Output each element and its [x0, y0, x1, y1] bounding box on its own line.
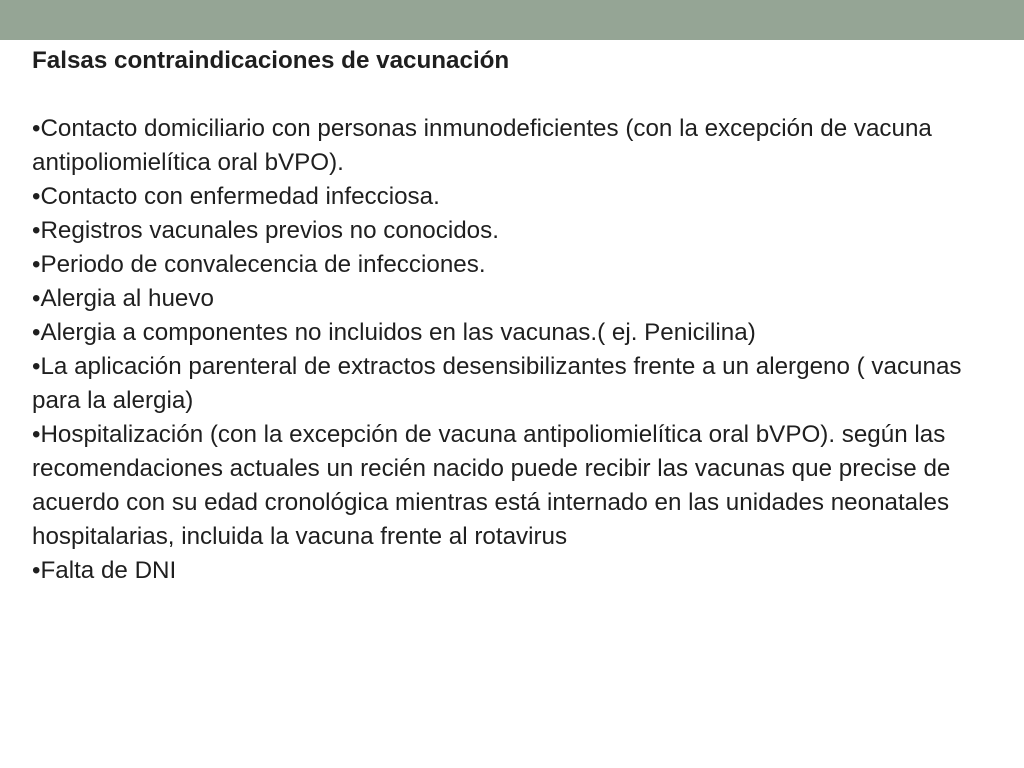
list-item: •Alergia al huevo	[32, 285, 214, 312]
list-item: •La aplicación parenteral de extractos desensibilizantes frente a un alergeno ( vacunas para la alergia)	[32, 353, 962, 414]
list-item: •Contacto domiciliario con personas inmunodeficientes (con la excepción de vacuna antipoliomielítica oral bVPO).	[32, 115, 932, 176]
list-item: •Hospitalización (con la excepción de vacuna antipoliomielítica oral bVPO). según las recomendaciones actuales un recién nacido puede recibir las vacunas que precise de acuerdo con su edad cronológica mientras está internado en las unidades neonatales hospitalarias, incluida la vacuna frente al rotavirus	[32, 421, 951, 550]
title-spacer	[32, 78, 1007, 112]
list-item: •Alergia a componentes no incluidos en las vacunas.( ej. Penicilina)	[32, 319, 756, 346]
slide-content	[32, 44, 1007, 588]
list-item: •Periodo de convalecencia de infecciones.	[32, 251, 486, 278]
slide-title: Falsas contraindicaciones de vacunación	[32, 47, 510, 74]
list-item: •Falta de DNI	[32, 557, 177, 584]
top-bar	[0, 0, 1024, 40]
list-item: •Contacto con enfermedad infecciosa.	[32, 183, 440, 210]
list-item: •Registros vacunales previos no conocidos.	[32, 217, 499, 244]
